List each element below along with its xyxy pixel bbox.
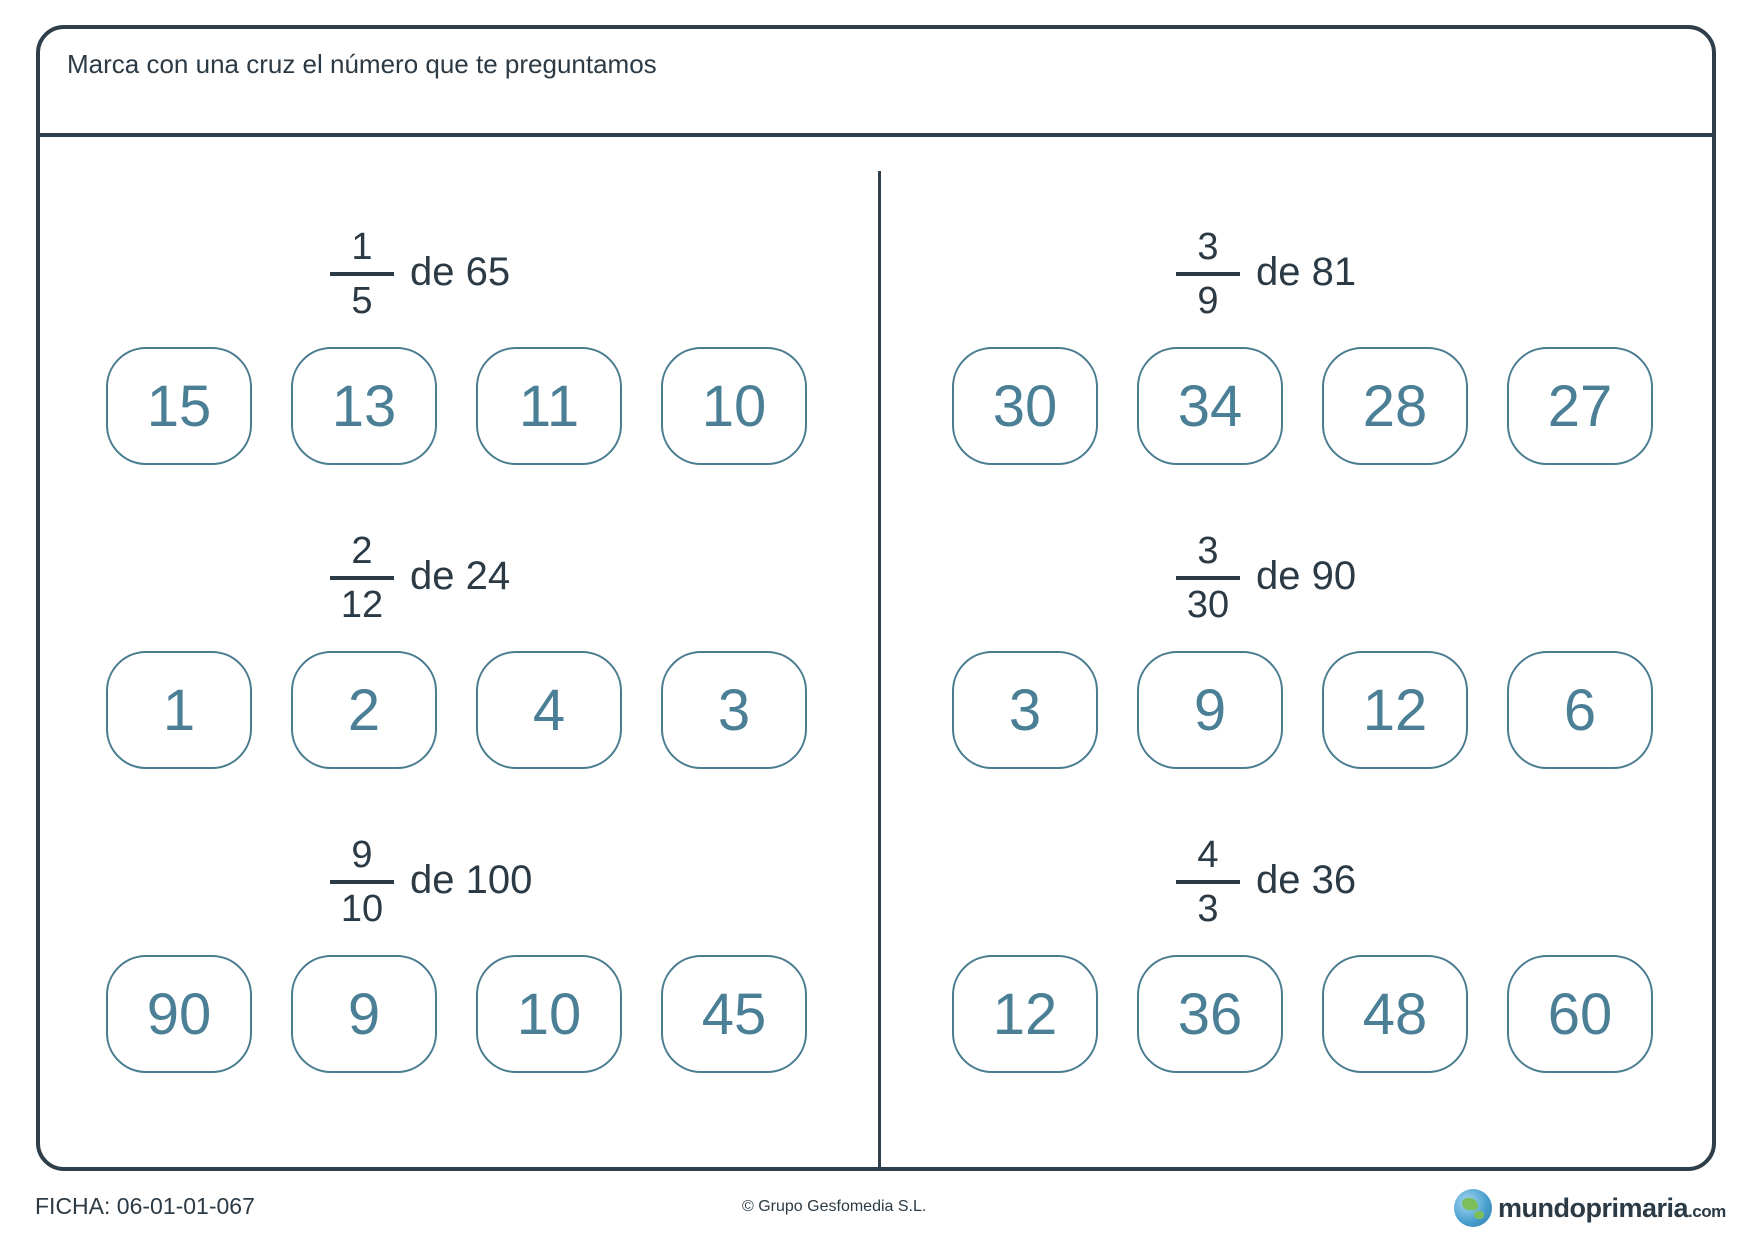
- fraction-numerator: 3: [1197, 226, 1219, 268]
- copyright-text: © Grupo Gesfomedia S.L.: [742, 1198, 927, 1215]
- answer-option[interactable]: 3: [952, 651, 1098, 769]
- question-label: de 90: [1256, 554, 1357, 598]
- fraction-bar: [1176, 880, 1240, 884]
- answer-option[interactable]: 34: [1137, 347, 1283, 465]
- answer-option[interactable]: 36: [1137, 955, 1283, 1073]
- question-1: [330, 224, 930, 374]
- question-label: de 100: [410, 858, 533, 902]
- fraction-denominator: 9: [1197, 280, 1219, 322]
- worksheet-frame: [36, 25, 1716, 1171]
- question-2: [330, 528, 930, 678]
- answer-option[interactable]: 6: [1507, 651, 1653, 769]
- fraction-denominator: 30: [1186, 584, 1230, 626]
- answer-option[interactable]: 30: [952, 347, 1098, 465]
- site-logo[interactable]: [1454, 1188, 1726, 1228]
- fraction: [1176, 528, 1240, 628]
- question-label: de 81: [1256, 250, 1357, 294]
- fraction-numerator: 4: [1197, 834, 1219, 876]
- fraction-bar: [1176, 576, 1240, 580]
- question-label: de 65: [410, 250, 511, 294]
- worksheet-code: FICHA: 06-01-01-067: [35, 1193, 255, 1219]
- answer-option[interactable]: 10: [661, 347, 807, 465]
- fraction-denominator: 12: [340, 584, 384, 626]
- question-label: de 24: [410, 554, 511, 598]
- fraction: [330, 224, 394, 324]
- answer-option[interactable]: 12: [952, 955, 1098, 1073]
- answer-option[interactable]: 13: [291, 347, 437, 465]
- answer-option[interactable]: 45: [661, 955, 807, 1073]
- fraction-numerator: 1: [351, 226, 373, 268]
- fraction: [1176, 832, 1240, 932]
- fraction: [330, 528, 394, 628]
- fraction-bar: [330, 576, 394, 580]
- fraction-bar: [1176, 272, 1240, 276]
- fraction: [330, 832, 394, 932]
- answer-option[interactable]: 2: [291, 651, 437, 769]
- question-label: de 36: [1256, 858, 1357, 902]
- header-divider: [40, 133, 1712, 137]
- answer-option[interactable]: 11: [476, 347, 622, 465]
- answer-option[interactable]: 9: [291, 955, 437, 1073]
- answer-option[interactable]: 1: [106, 651, 252, 769]
- fraction-bar: [330, 880, 394, 884]
- fraction-numerator: 3: [1197, 530, 1219, 572]
- logo-main: mundoprimaria: [1498, 1192, 1689, 1223]
- logo-suffix: .com: [1688, 1201, 1726, 1221]
- fraction-denominator: 10: [340, 888, 384, 930]
- answer-option[interactable]: 9: [1137, 651, 1283, 769]
- answer-option[interactable]: 48: [1322, 955, 1468, 1073]
- fraction-numerator: 2: [351, 530, 373, 572]
- globe-icon: [1454, 1189, 1492, 1227]
- fraction: [1176, 224, 1240, 324]
- answer-option[interactable]: 90: [106, 955, 252, 1073]
- answer-option[interactable]: 28: [1322, 347, 1468, 465]
- answer-option[interactable]: 4: [476, 651, 622, 769]
- answer-option[interactable]: 15: [106, 347, 252, 465]
- fraction-denominator: 5: [351, 280, 373, 322]
- answer-option[interactable]: 3: [661, 651, 807, 769]
- fraction-denominator: 3: [1197, 888, 1219, 930]
- fraction-numerator: 9: [351, 834, 373, 876]
- answer-option[interactable]: 60: [1507, 955, 1653, 1073]
- answer-option[interactable]: 27: [1507, 347, 1653, 465]
- answer-option[interactable]: 12: [1322, 651, 1468, 769]
- logo-text: [1498, 1193, 1726, 1224]
- question-3: [330, 832, 930, 982]
- fraction-bar: [330, 272, 394, 276]
- answer-option[interactable]: 10: [476, 955, 622, 1073]
- instruction-text: Marca con una cruz el número que te preguntamos: [67, 49, 657, 79]
